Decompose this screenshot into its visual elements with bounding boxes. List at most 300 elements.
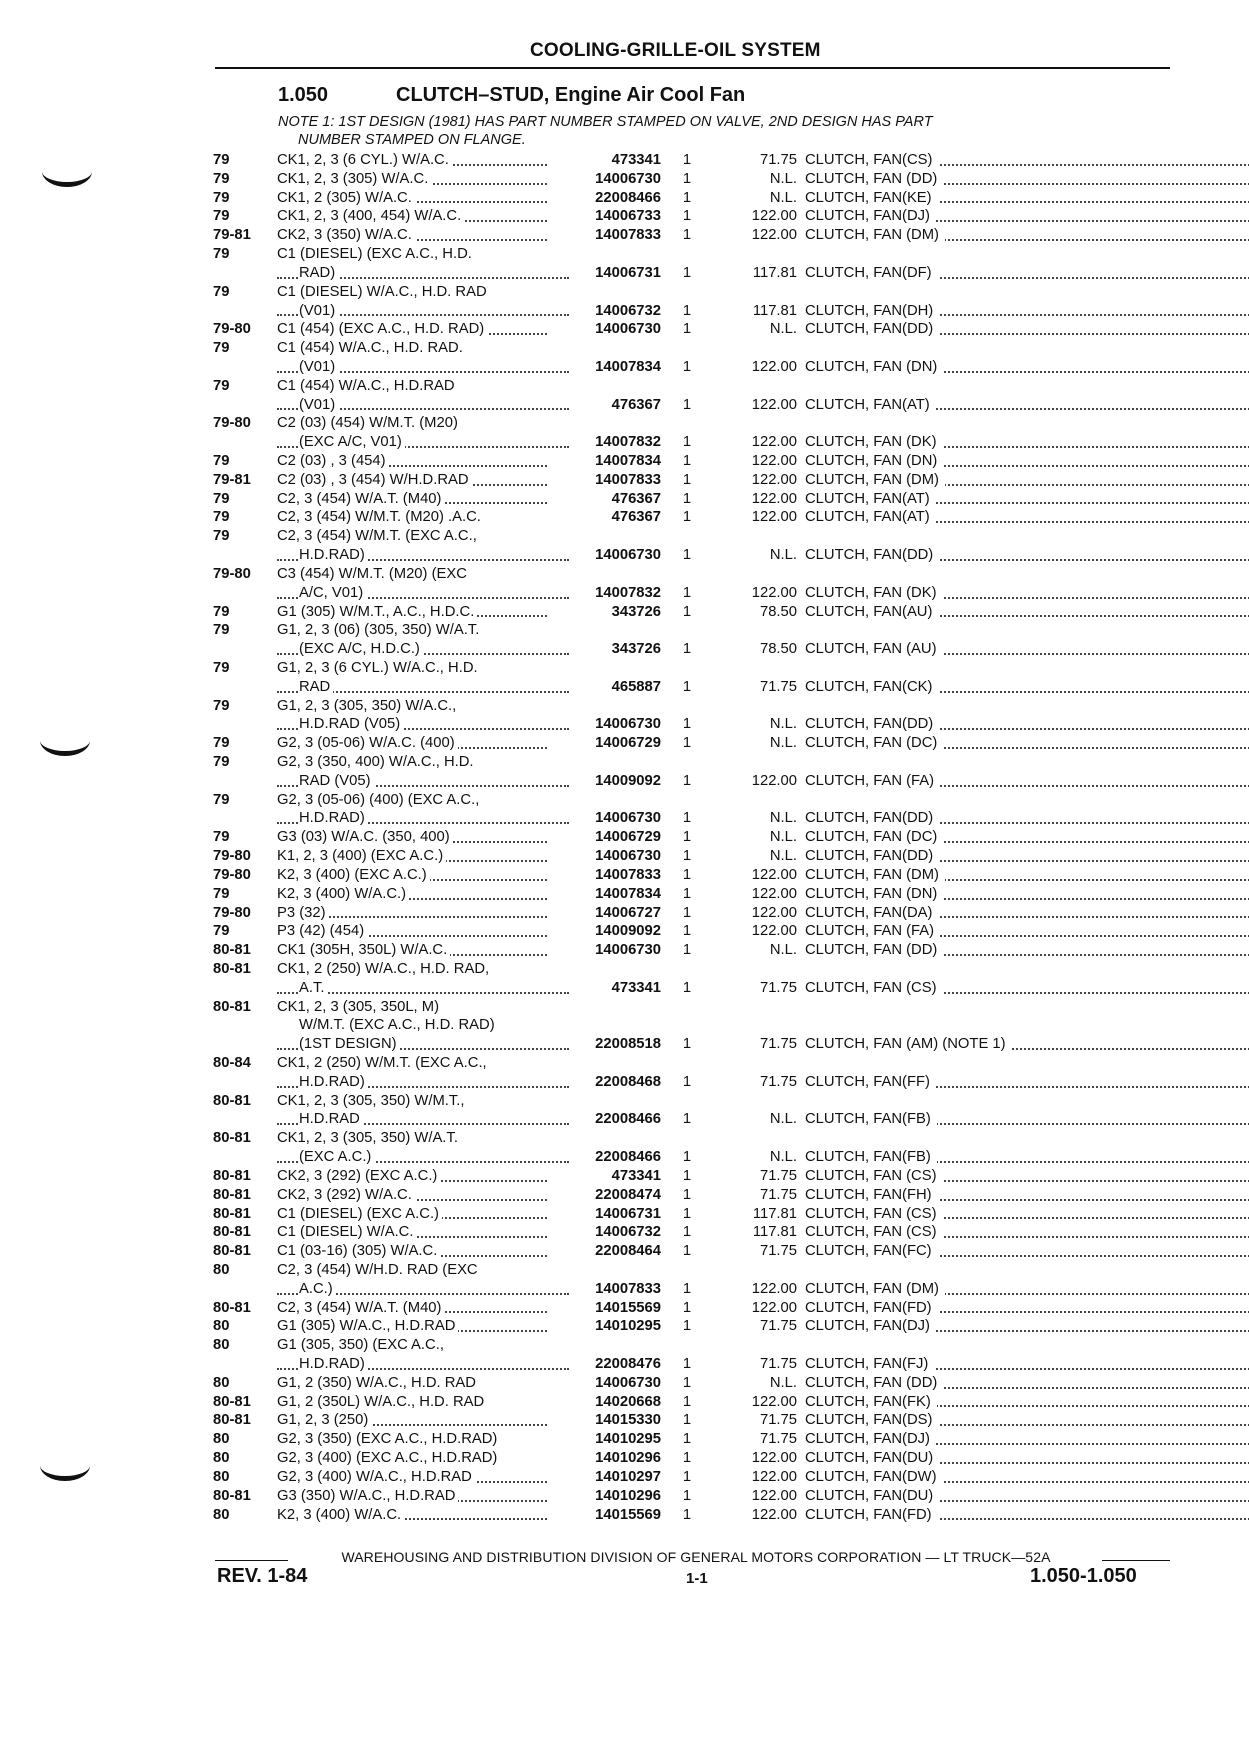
- description-text: C2, 3 (454) W/H.D. RAD (EXC: [277, 1262, 481, 1278]
- table-row: [213, 1449, 1173, 1468]
- model-year: 79: [213, 791, 230, 808]
- model-year: 79: [213, 829, 230, 846]
- quantity: 1: [682, 678, 692, 695]
- description-text: G1 (305) W/M.T., A.C., H.D.C.: [277, 604, 477, 620]
- price: 71.75: [759, 1243, 797, 1260]
- table-row: [213, 960, 1173, 979]
- description-text: H.D.RAD): [299, 1356, 368, 1372]
- price: 122.00: [751, 471, 797, 488]
- description-text: P3 (42) (454): [277, 923, 367, 939]
- part-name: [805, 640, 1249, 659]
- application-description: [277, 1205, 547, 1224]
- quantity: 1: [682, 509, 692, 526]
- part-name: [805, 320, 1249, 339]
- application-description: [277, 527, 547, 546]
- part-name: [805, 941, 1249, 960]
- model-year: 79: [213, 735, 230, 752]
- quantity: 1: [682, 641, 692, 658]
- quantity: 1: [682, 1393, 692, 1410]
- description-text: C2 (03) , 3 (454) W/H.D.RAD: [277, 472, 472, 488]
- description-text: C1 (DIESEL) (EXC A.C.): [277, 1206, 442, 1222]
- description-text: K2, 3 (400) (EXC A.C.): [277, 867, 430, 883]
- table-row: [213, 414, 1173, 433]
- part-name-text: CLUTCH, FAN(DD): [805, 810, 939, 826]
- table-row: [213, 1223, 1173, 1242]
- application-description: [277, 621, 547, 640]
- table-row: [213, 998, 1173, 1017]
- table-row: [213, 170, 1173, 189]
- price: 122.00: [751, 584, 797, 601]
- quantity: 1: [682, 396, 692, 413]
- part-number: 14007833: [595, 866, 661, 883]
- table-row: [213, 715, 1173, 734]
- price: N.L.: [769, 1374, 797, 1391]
- price: 117.81: [752, 1224, 797, 1241]
- part-number: 14009092: [595, 772, 661, 789]
- description-text: CK2, 3 (292) (EXC A.C.): [277, 1168, 440, 1184]
- part-number: 14007832: [595, 434, 661, 451]
- part-name: [805, 1280, 1249, 1299]
- part-number: 14006731: [595, 1205, 661, 1222]
- model-year: 80-81: [213, 1130, 251, 1147]
- part-number: 14010295: [595, 1318, 661, 1335]
- part-number: 22008476: [595, 1356, 661, 1372]
- application-description: [277, 245, 547, 264]
- model-year: 80-81: [213, 1167, 251, 1184]
- quantity: 1: [682, 1224, 692, 1241]
- part-name-text: CLUTCH, FAN (DM): [805, 1281, 945, 1297]
- quantity: 1: [682, 227, 692, 244]
- application-description: [277, 1035, 569, 1054]
- table-row: [213, 245, 1173, 264]
- application-description: [277, 320, 547, 339]
- table-row: [213, 1336, 1173, 1355]
- quantity: 1: [682, 1111, 692, 1128]
- price: N.L.: [769, 321, 797, 338]
- application-description: [277, 1242, 547, 1261]
- model-year: 80-81: [213, 1412, 251, 1429]
- part-number: 473341: [611, 1167, 661, 1184]
- part-name-text: CLUTCH, FAN(AT): [805, 509, 936, 525]
- part-name: [805, 433, 1249, 452]
- price: N.L.: [769, 547, 797, 564]
- part-number: 14006730: [595, 716, 661, 733]
- application-description: [277, 1223, 547, 1242]
- binder-hole-mark: [42, 156, 92, 187]
- description-text: H.D.RAD): [299, 1074, 368, 1090]
- description-text: G2, 3 (05-06) W/A.C. (400): [277, 735, 458, 751]
- price: 122.00: [751, 904, 797, 921]
- part-number: 14007834: [595, 453, 661, 469]
- table-row: [213, 226, 1173, 245]
- model-year: 79-80: [213, 415, 251, 432]
- description-text: G3 (350) W/A.C., H.D.RAD: [277, 1488, 458, 1504]
- table-row: [213, 433, 1173, 452]
- description-text: C2 (03) , 3 (454): [277, 453, 389, 469]
- application-description: [277, 1167, 547, 1186]
- table-row: [213, 603, 1173, 622]
- model-year: 79: [213, 152, 230, 168]
- price: 122.00: [751, 358, 797, 375]
- part-name-text: CLUTCH, FAN(FB): [805, 1149, 937, 1165]
- part-name-text: CLUTCH, FAN (DC): [805, 735, 943, 751]
- table-row: [213, 697, 1173, 716]
- application-description: [277, 339, 547, 358]
- part-name: [805, 151, 1249, 170]
- description-text: G1, 2, 3 (06) (305, 350) W/A.T.: [277, 622, 482, 638]
- description-text: CK2, 3 (292) W/A.C.: [277, 1187, 415, 1203]
- description-text: C1 (DIESEL) W/A.C., H.D. RAD: [277, 284, 490, 300]
- part-number: 14006730: [595, 1374, 661, 1391]
- part-name: [805, 546, 1249, 565]
- quantity: 1: [682, 1318, 692, 1335]
- part-name-text: CLUTCH, FAN(FD): [805, 1300, 938, 1316]
- description-text: CK1, 2 (305) W/A.C.: [277, 190, 415, 206]
- table-row: [213, 207, 1173, 226]
- part-number: 14006732: [595, 1224, 661, 1241]
- price: 122.00: [751, 490, 797, 507]
- quantity: 1: [682, 904, 692, 921]
- model-year: 79-80: [213, 866, 251, 883]
- application-description: [277, 734, 547, 753]
- description-text: G1 (305) W/A.C., H.D.RAD: [277, 1318, 458, 1334]
- model-year: 79: [213, 189, 230, 206]
- part-name: [805, 603, 1249, 622]
- application-description: [277, 1261, 547, 1280]
- table-row: [213, 753, 1173, 772]
- table-row: [213, 1355, 1173, 1374]
- application-description: [277, 226, 547, 245]
- model-year: 79-80: [213, 565, 251, 582]
- part-number: 476367: [611, 490, 661, 507]
- application-description: [277, 207, 547, 226]
- description-text: K2, 3 (400) W/A.C.: [277, 1507, 404, 1523]
- application-description: [277, 584, 569, 603]
- part-name: [805, 809, 1249, 828]
- quantity: 1: [682, 584, 692, 601]
- part-name-text: CLUTCH, FAN(KE): [805, 190, 938, 206]
- quantity: 1: [682, 1356, 692, 1372]
- application-description: [277, 1317, 547, 1336]
- model-year: 79-80: [213, 904, 251, 921]
- section-note: [278, 113, 1158, 149]
- table-row: [213, 1487, 1173, 1506]
- price: N.L.: [769, 829, 797, 846]
- model-year: 79: [213, 697, 230, 714]
- part-name: [805, 678, 1249, 697]
- price: 122.00: [751, 396, 797, 413]
- part-number: 476367: [611, 396, 661, 413]
- part-name-text: CLUTCH, FAN (CS): [805, 980, 943, 996]
- price: N.L.: [769, 1111, 797, 1128]
- model-year: 79-80: [213, 848, 251, 865]
- table-row: [213, 527, 1173, 546]
- description-text: CK2, 3 (350) W/A.C.: [277, 227, 415, 243]
- quantity: 1: [682, 1243, 692, 1260]
- part-name: [805, 1167, 1249, 1186]
- part-name: [805, 1073, 1249, 1092]
- application-description: [277, 809, 569, 828]
- price: N.L.: [769, 735, 797, 752]
- part-name-text: CLUTCH, FAN(CS): [805, 152, 938, 168]
- section-heading: CLUTCH–STUD, Engine Air Cool Fan: [396, 84, 746, 106]
- part-name-text: CLUTCH, FAN (DK): [805, 434, 943, 450]
- application-description: [277, 941, 547, 960]
- part-name-text: CLUTCH, FAN(AT): [805, 491, 936, 507]
- part-name: [805, 1317, 1249, 1336]
- part-number: 343726: [611, 641, 661, 658]
- table-row: [213, 1374, 1173, 1393]
- part-name-text: CLUTCH, FAN(AT): [805, 397, 936, 413]
- application-description: [277, 885, 547, 904]
- application-description: [277, 659, 547, 678]
- quantity: 1: [682, 923, 692, 940]
- part-name: [805, 715, 1249, 734]
- part-name-text: CLUTCH, FAN(DD): [805, 547, 939, 563]
- table-row: [213, 659, 1173, 678]
- part-name-text: CLUTCH, FAN(DD): [805, 716, 939, 732]
- part-number: 14009092: [595, 923, 661, 940]
- table-row: [213, 377, 1173, 396]
- table-row: [213, 1016, 1173, 1035]
- application-description: [277, 697, 547, 716]
- application-description: [277, 998, 547, 1017]
- section-reference: 1.050-1.050: [1030, 1565, 1137, 1587]
- part-name-text: CLUTCH, FAN (AM) (NOTE 1): [805, 1036, 1012, 1052]
- quantity: 1: [682, 490, 692, 507]
- model-year: 79: [213, 754, 230, 770]
- table-row: [213, 1167, 1173, 1186]
- part-number: 14020668: [595, 1393, 661, 1410]
- part-name-text: CLUTCH, FAN(FK): [805, 1394, 937, 1410]
- table-row: [213, 546, 1173, 565]
- part-name: [805, 226, 1249, 245]
- price: N.L.: [769, 716, 797, 733]
- price: N.L.: [769, 942, 797, 959]
- description-text: G2, 3 (350, 400) W/A.C., H.D.: [277, 754, 477, 770]
- application-description: [277, 847, 547, 866]
- part-number: 14015330: [595, 1412, 661, 1429]
- part-name-text: CLUTCH, FAN(AU): [805, 604, 938, 620]
- application-description: [277, 1129, 547, 1148]
- part-name-text: CLUTCH, FAN (FA): [805, 923, 940, 939]
- note-line-2: NUMBER STAMPED ON FLANGE.: [298, 132, 526, 148]
- description-text: RAD): [299, 265, 338, 281]
- application-description: [277, 1186, 547, 1205]
- model-year: 79: [213, 340, 230, 357]
- quantity: 1: [682, 1186, 692, 1203]
- part-name-text: CLUTCH, FAN(FC): [805, 1243, 938, 1259]
- table-row: [213, 565, 1173, 584]
- model-year: 80-81: [213, 998, 251, 1015]
- price: 122.00: [751, 1487, 797, 1504]
- part-name-text: CLUTCH, FAN(FH): [805, 1187, 938, 1203]
- price: 117.81: [752, 264, 797, 281]
- part-name: [805, 828, 1249, 847]
- model-year: 80: [213, 1318, 230, 1335]
- price: 122.00: [751, 772, 797, 789]
- application-description: [277, 772, 569, 791]
- application-description: [277, 546, 569, 565]
- quantity: 1: [682, 264, 692, 281]
- binder-hole-mark: [40, 725, 90, 756]
- quantity: 1: [682, 866, 692, 883]
- part-number: 473341: [611, 979, 661, 996]
- model-year: 80-81: [213, 1092, 251, 1109]
- part-name-text: CLUTCH, FAN(DU): [805, 1488, 939, 1504]
- part-name-text: CLUTCH, FAN (AU): [805, 641, 943, 657]
- part-number: 14006730: [595, 942, 661, 959]
- application-description: [277, 1336, 547, 1355]
- description-text: A.C.): [299, 1281, 336, 1297]
- table-row: [213, 1054, 1173, 1073]
- description-text: G2, 3 (400) (EXC A.C., H.D.RAD): [277, 1450, 500, 1466]
- part-name: [805, 584, 1249, 603]
- part-name: [805, 1487, 1249, 1506]
- model-year: 80-84: [213, 1055, 251, 1071]
- application-description: [277, 1355, 569, 1374]
- price: 71.75: [759, 1318, 797, 1335]
- description-text: (V01): [299, 397, 338, 413]
- table-row: [213, 1186, 1173, 1205]
- table-row: [213, 452, 1173, 471]
- description-text: CK1, 2, 3 (6 CYL.) W/A.C.: [277, 152, 452, 168]
- part-name: [805, 508, 1249, 527]
- table-row: [213, 1129, 1173, 1148]
- table-row: [213, 1092, 1173, 1111]
- part-number: 343726: [611, 603, 661, 620]
- price: 122.00: [751, 434, 797, 451]
- table-row: [213, 809, 1173, 828]
- part-number: 14010296: [595, 1450, 661, 1467]
- description-text: CK1, 2, 3 (305, 350) W/M.T.,: [277, 1093, 468, 1109]
- description-text: CK1, 2, 3 (305) W/A.C.: [277, 171, 431, 187]
- application-description: [277, 1449, 547, 1468]
- table-row: [213, 847, 1173, 866]
- table-row: [213, 904, 1173, 923]
- model-year: 79: [213, 885, 230, 902]
- description-text: CK1, 2 (250) W/M.T. (EXC A.C.,: [277, 1055, 490, 1071]
- table-row: [213, 979, 1173, 998]
- part-number: 465887: [611, 678, 661, 695]
- part-number: 14006730: [595, 848, 661, 865]
- part-name: [805, 170, 1249, 189]
- model-year: 79: [213, 659, 230, 676]
- quantity: 1: [682, 885, 692, 902]
- model-year: 80: [213, 1431, 230, 1448]
- application-description: [277, 377, 547, 396]
- description-text: G1, 2 (350) W/A.C., H.D. RAD: [277, 1375, 479, 1391]
- running-header: COOLING-GRILLE-OIL SYSTEM: [530, 40, 821, 61]
- page-number: 1-1: [686, 1570, 708, 1587]
- quantity: 1: [682, 942, 692, 959]
- part-name: [805, 979, 1249, 998]
- part-name: [805, 1468, 1249, 1487]
- footer-division: WAREHOUSING AND DISTRIBUTION DIVISION OF GENERAL MOTORS CORPORATION — LT TRUCK—52A: [341, 1549, 1051, 1565]
- part-number: 14006727: [595, 904, 661, 921]
- quantity: 1: [682, 810, 692, 827]
- table-row: [213, 941, 1173, 960]
- application-description: [277, 922, 547, 941]
- part-name-text: CLUTCH, FAN(DF): [805, 265, 938, 281]
- table-row: [213, 151, 1173, 170]
- table-row: [213, 302, 1173, 321]
- part-name-text: CLUTCH, FAN(DJ): [805, 208, 936, 224]
- model-year: 79-81: [213, 227, 251, 244]
- model-year: 80-81: [213, 1186, 251, 1203]
- part-name-text: CLUTCH, FAN (CS): [805, 1224, 943, 1240]
- part-number: 22008466: [595, 189, 661, 206]
- application-description: [277, 396, 569, 415]
- price: 71.75: [759, 1431, 797, 1448]
- description-text: C2 (03) (454) W/M.T. (M20): [277, 415, 461, 431]
- quantity: 1: [682, 189, 692, 206]
- part-name: [805, 904, 1249, 923]
- price: N.L.: [769, 1149, 797, 1166]
- parts-table: [213, 151, 1173, 1524]
- application-description: [277, 1110, 569, 1129]
- application-description: [277, 960, 547, 979]
- application-description: [277, 508, 547, 527]
- model-year: 80: [213, 1506, 230, 1523]
- model-year: 79: [213, 622, 230, 639]
- application-description: [277, 1148, 569, 1167]
- quantity: 1: [682, 434, 692, 451]
- model-year: 80: [213, 1450, 230, 1467]
- part-name: [805, 1035, 1249, 1054]
- footer-rule-left: [215, 1560, 288, 1561]
- description-text: G1, 2, 3 (305, 350) W/A.C.,: [277, 698, 459, 714]
- price: 122.00: [751, 227, 797, 244]
- application-description: [277, 302, 569, 321]
- description-text: (EXC A.C.): [299, 1149, 374, 1165]
- price: 71.75: [759, 1036, 797, 1053]
- header-rule: [215, 67, 1170, 69]
- description-text: C1 (454) (EXC A.C., H.D. RAD): [277, 321, 487, 337]
- price: 122.00: [751, 453, 797, 469]
- application-description: [277, 753, 547, 772]
- part-name: [805, 885, 1249, 904]
- part-number: 473341: [611, 152, 661, 168]
- quantity: 1: [682, 772, 692, 789]
- part-number: 22008466: [595, 1111, 661, 1128]
- table-row: [213, 320, 1173, 339]
- part-number: 14006730: [595, 547, 661, 564]
- section-title: [278, 84, 745, 107]
- part-name: [805, 922, 1249, 941]
- part-name-text: CLUTCH, FAN(FD): [805, 1507, 938, 1523]
- quantity: 1: [682, 1450, 692, 1467]
- table-row: [213, 791, 1173, 810]
- part-name-text: CLUTCH, FAN (DD): [805, 171, 943, 187]
- part-name-text: CLUTCH, FAN(DS): [805, 1412, 938, 1428]
- model-year: 79: [213, 509, 230, 526]
- price: 78.50: [759, 641, 797, 658]
- part-number: 14006729: [595, 735, 661, 752]
- application-description: [277, 1016, 569, 1035]
- description-text: P3 (32): [277, 905, 329, 921]
- part-number: 14006732: [595, 302, 661, 319]
- table-row: [213, 885, 1173, 904]
- description-text: H.D.RAD): [299, 810, 368, 826]
- part-name: [805, 396, 1249, 415]
- quantity: 1: [682, 735, 692, 752]
- part-name: [805, 866, 1249, 885]
- part-name-text: CLUTCH, FAN (DD): [805, 1375, 943, 1391]
- model-year: 80-81: [213, 1487, 251, 1504]
- application-description: [277, 603, 547, 622]
- description-text: G1 (305, 350) (EXC A.C.,: [277, 1337, 447, 1353]
